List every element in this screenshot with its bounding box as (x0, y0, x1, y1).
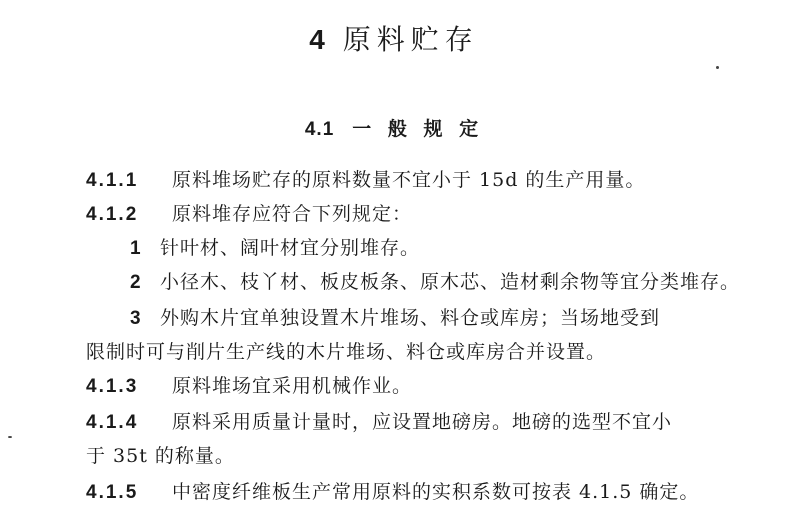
clause-text: 原料堆存应符合下列规定： (172, 203, 413, 225)
clause-text: 原料采用质量计量时，应设置地磅房。地磅的选型不宜小 (172, 411, 673, 433)
clause-number: 4.1.5 (86, 482, 139, 503)
item-text: 小径木、枝丫材、板皮板条、原木芯、造材剩余物等宜分类堆存。 (160, 271, 741, 293)
clause-text: 原料堆场贮存的原料数量不宜小于 15d 的生产用量。 (172, 169, 646, 191)
clause-text: 原料堆场宜采用机械作业。 (172, 375, 413, 397)
item-text: 外购木片宜单独设置木片堆场、料仓或库房；当场地受到 (160, 307, 661, 329)
item-text: 针叶材、阔叶材宜分别堆存。 (160, 237, 421, 259)
section-number: 4.1 (304, 119, 335, 140)
chapter-number: 4 (309, 24, 325, 55)
list-item (130, 236, 788, 261)
list-item (130, 270, 788, 295)
clause-text: 中密度纤维板生产常用原料的实积系数可按表 4.1.5 确定。 (172, 481, 700, 503)
clause-number: 4.1.1 (86, 170, 139, 191)
clause-number: 4.1.4 (86, 412, 139, 433)
clause-line (86, 374, 746, 399)
clause-line (86, 168, 746, 193)
continuation-line (86, 444, 746, 468)
item-number: 2 (130, 272, 141, 293)
clause-number: 4.1.2 (86, 204, 139, 225)
item-number: 3 (130, 308, 141, 329)
chapter-title (0, 18, 788, 58)
section-title-text: 一 般 规 定 (352, 118, 484, 140)
continuation-text: 于 35t 的称量。 (86, 445, 235, 467)
clause-line (86, 480, 746, 505)
item-number: 1 (130, 238, 141, 259)
continuation-line (86, 340, 746, 364)
clause-number: 4.1.3 (86, 376, 139, 397)
chapter-title-text: 原料贮存 (342, 23, 479, 56)
section-title (0, 114, 788, 141)
list-item (130, 306, 788, 331)
clause-line (86, 410, 746, 435)
scan-speck (716, 66, 719, 69)
continuation-text: 限制时可与削片生产线的木片堆场、料仓或库房合并设置。 (86, 341, 607, 363)
scan-speck (8, 436, 12, 438)
clause-line (86, 202, 746, 227)
